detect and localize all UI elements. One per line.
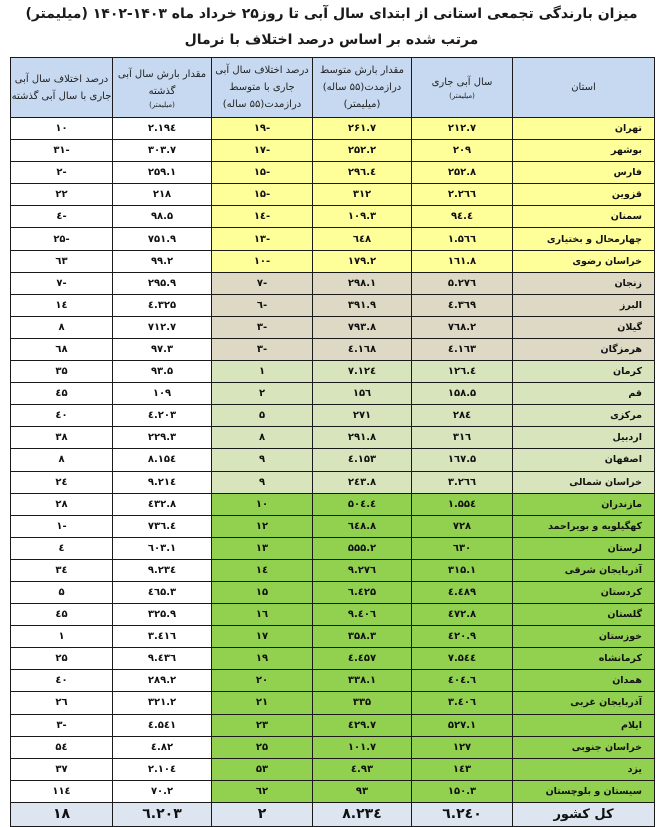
diff-previous-cell: ۳۵ [11, 361, 113, 383]
previous-year-cell: ۳۲۵.٤ [113, 294, 212, 316]
province-cell: اصفهان [513, 449, 655, 471]
previous-year-cell: ۱۹٤.۲ [113, 118, 212, 140]
diff-longterm-cell: ۲ [212, 383, 313, 405]
diff-longterm-cell: ۱۳ [212, 537, 313, 559]
previous-year-cell: ۵٤۱.٤ [113, 714, 212, 736]
longterm-avg-cell: ٦٤۸.۸ [313, 515, 412, 537]
longterm-avg-cell: ۹۳ [313, 780, 412, 802]
previous-year-cell: ۲۲۹.۳ [113, 427, 212, 449]
table-row [11, 515, 655, 537]
longterm-avg-cell: ۱۰۹.۳ [313, 206, 412, 228]
diff-longterm-cell: ۱ [212, 361, 313, 383]
previous-year-cell: ۹۷.۳ [113, 338, 212, 360]
province-cell: مازندران [513, 493, 655, 515]
table-row [11, 780, 655, 802]
diff-longterm-cell: ۱۲ [212, 515, 313, 537]
current-year-cell: ۲٦٦.۳ [412, 471, 513, 493]
diff-longterm-cell: ۱۹ [212, 648, 313, 670]
current-year-cell: ۵۵٤.۱ [412, 493, 513, 515]
previous-year-cell: ٤۱٦.۳ [113, 626, 212, 648]
diff-previous-cell: ٤۰ [11, 670, 113, 692]
table-row [11, 338, 655, 360]
diff-previous-cell: ۱٤ [11, 294, 113, 316]
table-row [11, 162, 655, 184]
diff-longterm-cell: -٦ [212, 294, 313, 316]
current-year-cell: ۱۲۷ [412, 736, 513, 758]
province-cell: کردستان [513, 581, 655, 603]
table-row [11, 604, 655, 626]
current-year-cell: ٤۰٤.٦ [412, 670, 513, 692]
current-year-cell: ۳۱٦ [412, 427, 513, 449]
longterm-avg-cell: ٤۲۹.۷ [313, 714, 412, 736]
diff-longterm-cell: -۳ [212, 338, 313, 360]
diff-previous-cell: ٤۰ [11, 405, 113, 427]
diff-longterm-cell: -۱٤ [212, 206, 313, 228]
diff-longterm-cell: ۲۱ [212, 692, 313, 714]
province-cell: هرمزگان [513, 338, 655, 360]
table-row [11, 405, 655, 427]
rainfall-table [10, 57, 655, 827]
page-title: میزان بارندگی تجمعی استانی از ابتدای سال آبی تا روز۲۵ خرداد ماه ۱۴۰۳-۱۴۰۲ (میلیمتر) [25, 6, 638, 22]
diff-longterm-cell: ۲۳ [212, 714, 313, 736]
current-year-cell: ۲۸٤ [412, 405, 513, 427]
diff-previous-cell: ۱ [11, 626, 113, 648]
previous-year-cell: ۲۱٤.۹ [113, 471, 212, 493]
table-row [11, 206, 655, 228]
previous-year-cell: ۱۰۹ [113, 383, 212, 405]
table-row [11, 471, 655, 493]
diff-previous-cell: ٤ [11, 537, 113, 559]
table-row [11, 626, 655, 648]
current-year-cell: ۳٦۹.٤ [412, 294, 513, 316]
table-row [11, 559, 655, 581]
table-row [11, 228, 655, 250]
longterm-avg-cell: ٦٤۸ [313, 228, 412, 250]
province-cell: همدان [513, 670, 655, 692]
header-province: استان [513, 58, 655, 118]
current-year-cell: ۲۷٦.۵ [412, 272, 513, 294]
previous-year-cell: ۳۲۱.۲ [113, 692, 212, 714]
total-current-year-cell: ۲٤۰.٦ [412, 802, 513, 826]
page-subtitle: مرتب شده بر اساس درصد اختلاف با نرمال [184, 32, 479, 48]
current-year-cell: ۹٤.٤ [412, 206, 513, 228]
diff-previous-cell: ٤۵ [11, 604, 113, 626]
previous-year-cell: ۲۹۵.۹ [113, 272, 212, 294]
longterm-avg-cell: ۲۹۸.۱ [313, 272, 412, 294]
diff-longterm-cell: ۵۳ [212, 758, 313, 780]
current-year-cell: ٤۰٦.۳ [412, 692, 513, 714]
table-row [11, 493, 655, 515]
longterm-avg-cell: ۲۷٦.۹ [313, 559, 412, 581]
previous-year-cell: ۱۵٤.۸ [113, 449, 212, 471]
table-row [11, 648, 655, 670]
province-cell: خراسان رضوی [513, 250, 655, 272]
diff-previous-cell: -۳۱ [11, 140, 113, 162]
province-cell: خراسان جنوبی [513, 736, 655, 758]
total-diff-previous-cell: ۱۸ [11, 802, 113, 826]
province-cell: چهارمحال و بختیاری [513, 228, 655, 250]
longterm-avg-cell: ۳۱۲ [313, 184, 412, 206]
diff-previous-cell: ٦۸ [11, 338, 113, 360]
diff-longterm-cell: ۱٤ [212, 559, 313, 581]
previous-year-cell: ۳۰۳.۷ [113, 140, 212, 162]
diff-previous-cell: ۲٦ [11, 692, 113, 714]
longterm-avg-cell: ۱۵٦ [313, 383, 412, 405]
diff-longterm-cell: -۱۰ [212, 250, 313, 272]
province-cell: قزوین [513, 184, 655, 206]
longterm-avg-cell: ۱۵۳.٤ [313, 449, 412, 471]
diff-longterm-cell: -۱۵ [212, 184, 313, 206]
header-current-year: سال آبی جاری (میلیمتر) [412, 58, 513, 118]
previous-year-cell: ۸۲.٤ [113, 736, 212, 758]
province-cell: بوشهر [513, 140, 655, 162]
longterm-avg-cell: ٤۰٦.۹ [313, 604, 412, 626]
header-longterm-avg: مقدار بارش متوسط درازمدت(۵۵ ساله) (میلیمتر) [313, 58, 412, 118]
previous-year-cell: ۷۳٦.٤ [113, 515, 212, 537]
province-cell: ایلام [513, 714, 655, 736]
current-year-cell: ۱۵۸.۵ [412, 383, 513, 405]
diff-previous-cell: -٤ [11, 206, 113, 228]
diff-longterm-cell: ٦۲ [212, 780, 313, 802]
diff-longterm-cell: ۲۰ [212, 670, 313, 692]
table-row [11, 758, 655, 780]
longterm-avg-cell: ٤۲۵.٦ [313, 581, 412, 603]
longterm-avg-cell: ۱۲٤.۷ [313, 361, 412, 383]
longterm-avg-cell: ۲۶۱.۷ [313, 118, 412, 140]
diff-previous-cell: ۳۷ [11, 758, 113, 780]
table-row [11, 581, 655, 603]
current-year-cell: ۳۱۵.۱ [412, 559, 513, 581]
table-row [11, 140, 655, 162]
diff-previous-cell: ۸ [11, 449, 113, 471]
previous-year-cell: ۷۰.۲ [113, 780, 212, 802]
table-row [11, 670, 655, 692]
longterm-avg-cell: ۵۰٤.٤ [313, 493, 412, 515]
longterm-avg-cell: ۵۵۵.۲ [313, 537, 412, 559]
diff-previous-cell: ۲۸ [11, 493, 113, 515]
previous-year-cell: ٤٦۵.۳ [113, 581, 212, 603]
longterm-avg-cell: ۹۳.٤ [313, 758, 412, 780]
diff-longterm-cell: ۲۵ [212, 736, 313, 758]
diff-previous-cell: ۲٤ [11, 471, 113, 493]
current-year-cell: ۲۵۲.۸ [412, 162, 513, 184]
current-year-cell: ۱٤۳ [412, 758, 513, 780]
diff-previous-cell: -۷ [11, 272, 113, 294]
longterm-avg-cell: ۲۹٦.٤ [313, 162, 412, 184]
previous-year-cell: ۷۵۱.۹ [113, 228, 212, 250]
diff-previous-cell: -۲۵ [11, 228, 113, 250]
total-previous-year-cell: ۲۰۳.٦ [113, 802, 212, 826]
province-cell: کرمانشاه [513, 648, 655, 670]
total-province-cell: کل کشور [513, 802, 655, 826]
diff-longterm-cell: ۸ [212, 427, 313, 449]
table-row [11, 294, 655, 316]
diff-previous-cell: ۸ [11, 316, 113, 338]
province-cell: آذربایجان غربی [513, 692, 655, 714]
longterm-avg-cell: ۱۷۹.۲ [313, 250, 412, 272]
longterm-avg-cell: ۲۵۲.۲ [313, 140, 412, 162]
province-cell: لرستان [513, 537, 655, 559]
longterm-avg-cell: ٤۵۷.٤ [313, 648, 412, 670]
table-row [11, 184, 655, 206]
diff-longterm-cell: -۱۷ [212, 140, 313, 162]
diff-previous-cell: -۳ [11, 714, 113, 736]
table-row [11, 383, 655, 405]
province-cell: قم [513, 383, 655, 405]
diff-longterm-cell: ۹ [212, 471, 313, 493]
table-row [11, 272, 655, 294]
current-year-cell: ۱٦۱.۸ [412, 250, 513, 272]
diff-longterm-cell: ۱۰ [212, 493, 313, 515]
previous-year-cell: ۹۹.۲ [113, 250, 212, 272]
previous-year-cell: ۲۱۸ [113, 184, 212, 206]
current-year-cell: ٤۲۰.۹ [412, 626, 513, 648]
current-year-cell: ۱٦۷.۵ [412, 449, 513, 471]
table-header-row [11, 58, 655, 118]
longterm-avg-cell: ۳۳۵ [313, 692, 412, 714]
diff-longterm-cell: -۱۵ [212, 162, 313, 184]
previous-year-cell: ٤۳۲.۸ [113, 493, 212, 515]
table-row [11, 250, 655, 272]
diff-previous-cell: ٦۳ [11, 250, 113, 272]
current-year-cell: ٦۳۰ [412, 537, 513, 559]
longterm-avg-cell: ۳۹۱.۹ [313, 294, 412, 316]
diff-previous-cell: ۱۱٤ [11, 780, 113, 802]
previous-year-cell: ۷۱۲.۷ [113, 316, 212, 338]
current-year-cell: ۷۲۸ [412, 515, 513, 537]
longterm-avg-cell: ۳۳۸.۱ [313, 670, 412, 692]
previous-year-cell: ۲۵۹.۱ [113, 162, 212, 184]
province-cell: کهگیلویه و بویراحمد [513, 515, 655, 537]
province-cell: زنجان [513, 272, 655, 294]
table-row [11, 537, 655, 559]
diff-longterm-cell: ۹ [212, 449, 313, 471]
previous-year-cell: ۳۲۵.۹ [113, 604, 212, 626]
total-row [11, 802, 655, 826]
longterm-avg-cell: ۱۰۱.۷ [313, 736, 412, 758]
province-cell: گیلان [513, 316, 655, 338]
province-cell: اردبیل [513, 427, 655, 449]
longterm-avg-cell: ۲٤۳.۸ [313, 471, 412, 493]
province-cell: تهران [513, 118, 655, 140]
longterm-avg-cell: ۷۹۳.۸ [313, 316, 412, 338]
current-year-cell: ۱۲٦.٤ [412, 361, 513, 383]
longterm-avg-cell: ۱٦۸.٤ [313, 338, 412, 360]
table-row [11, 714, 655, 736]
previous-year-cell: ٦۰۳.۱ [113, 537, 212, 559]
diff-previous-cell: ۳۸ [11, 427, 113, 449]
previous-year-cell: ٤۳٦.۹ [113, 648, 212, 670]
province-cell: آذربایجان شرقی [513, 559, 655, 581]
province-cell: یزد [513, 758, 655, 780]
diff-previous-cell: ۵٤ [11, 736, 113, 758]
diff-longterm-cell: ۱۷ [212, 626, 313, 648]
diff-previous-cell: ۲۲ [11, 184, 113, 206]
diff-longterm-cell: ۵ [212, 405, 313, 427]
province-cell: گلستان [513, 604, 655, 626]
current-year-cell: ۵۲۷.۱ [412, 714, 513, 736]
header-previous-year: مقدار بارش سال آبی گذشته (میلیمتر) [113, 58, 212, 118]
diff-previous-cell: ۱۰ [11, 118, 113, 140]
diff-longterm-cell: ۱۵ [212, 581, 313, 603]
province-cell: سمنان [513, 206, 655, 228]
diff-previous-cell: ٤۵ [11, 383, 113, 405]
current-year-cell: ۲٦٦.۲ [412, 184, 513, 206]
diff-longterm-cell: -۷ [212, 272, 313, 294]
total-diff-longterm-cell: ۲ [212, 802, 313, 826]
diff-previous-cell: ۵ [11, 581, 113, 603]
province-cell: خوزستان [513, 626, 655, 648]
province-cell: خراسان شمالی [513, 471, 655, 493]
province-cell: کرمان [513, 361, 655, 383]
table-row [11, 361, 655, 383]
diff-previous-cell: ۲۵ [11, 648, 113, 670]
diff-longterm-cell: -۱۹ [212, 118, 313, 140]
diff-previous-cell: -۲ [11, 162, 113, 184]
table-row [11, 427, 655, 449]
table-row [11, 449, 655, 471]
current-year-cell: ۵٤٤.۷ [412, 648, 513, 670]
longterm-avg-cell: ۲۹۱.۸ [313, 427, 412, 449]
total-longterm-avg-cell: ۲۳٤.۸ [313, 802, 412, 826]
current-year-cell: ۷٦۸.۲ [412, 316, 513, 338]
diff-longterm-cell: ۱٦ [212, 604, 313, 626]
province-cell: البرز [513, 294, 655, 316]
previous-year-cell: ۱۰٤.۲ [113, 758, 212, 780]
table-row [11, 736, 655, 758]
header-diff-previous: درصد اختلاف سال آبی جاری با سال آبی گذشته [11, 58, 113, 118]
previous-year-cell: ۲۰۳.٤ [113, 405, 212, 427]
current-year-cell: ۲۱۲.۷ [412, 118, 513, 140]
previous-year-cell: ۹۳.۵ [113, 361, 212, 383]
table-row [11, 692, 655, 714]
current-year-cell: ۲۰۹ [412, 140, 513, 162]
diff-previous-cell: ۳٤ [11, 559, 113, 581]
previous-year-cell: ۲۸۹.۲ [113, 670, 212, 692]
longterm-avg-cell: ۳۵۸.۳ [313, 626, 412, 648]
previous-year-cell: ۲۳٤.۹ [113, 559, 212, 581]
diff-previous-cell: -۱ [11, 515, 113, 537]
current-year-cell: ۵٦٦.۱ [412, 228, 513, 250]
previous-year-cell: ۹۸.۵ [113, 206, 212, 228]
table-row [11, 316, 655, 338]
header-diff-longterm: درصد اختلاف سال آبی جاری با متوسط درازمدت(۵۵ ساله) [212, 58, 313, 118]
diff-longterm-cell: -۳ [212, 316, 313, 338]
current-year-cell: ٤۷۲.۸ [412, 604, 513, 626]
current-year-cell: ۱۵۰.۳ [412, 780, 513, 802]
province-cell: مرکزی [513, 405, 655, 427]
province-cell: فارس [513, 162, 655, 184]
current-year-cell: ٤۸۹.٤ [412, 581, 513, 603]
province-cell: سیستان و بلوچستان [513, 780, 655, 802]
longterm-avg-cell: ۲۷۱ [313, 405, 412, 427]
current-year-cell: ۱٦۳.٤ [412, 338, 513, 360]
table-row [11, 118, 655, 140]
diff-longterm-cell: -۱۳ [212, 228, 313, 250]
